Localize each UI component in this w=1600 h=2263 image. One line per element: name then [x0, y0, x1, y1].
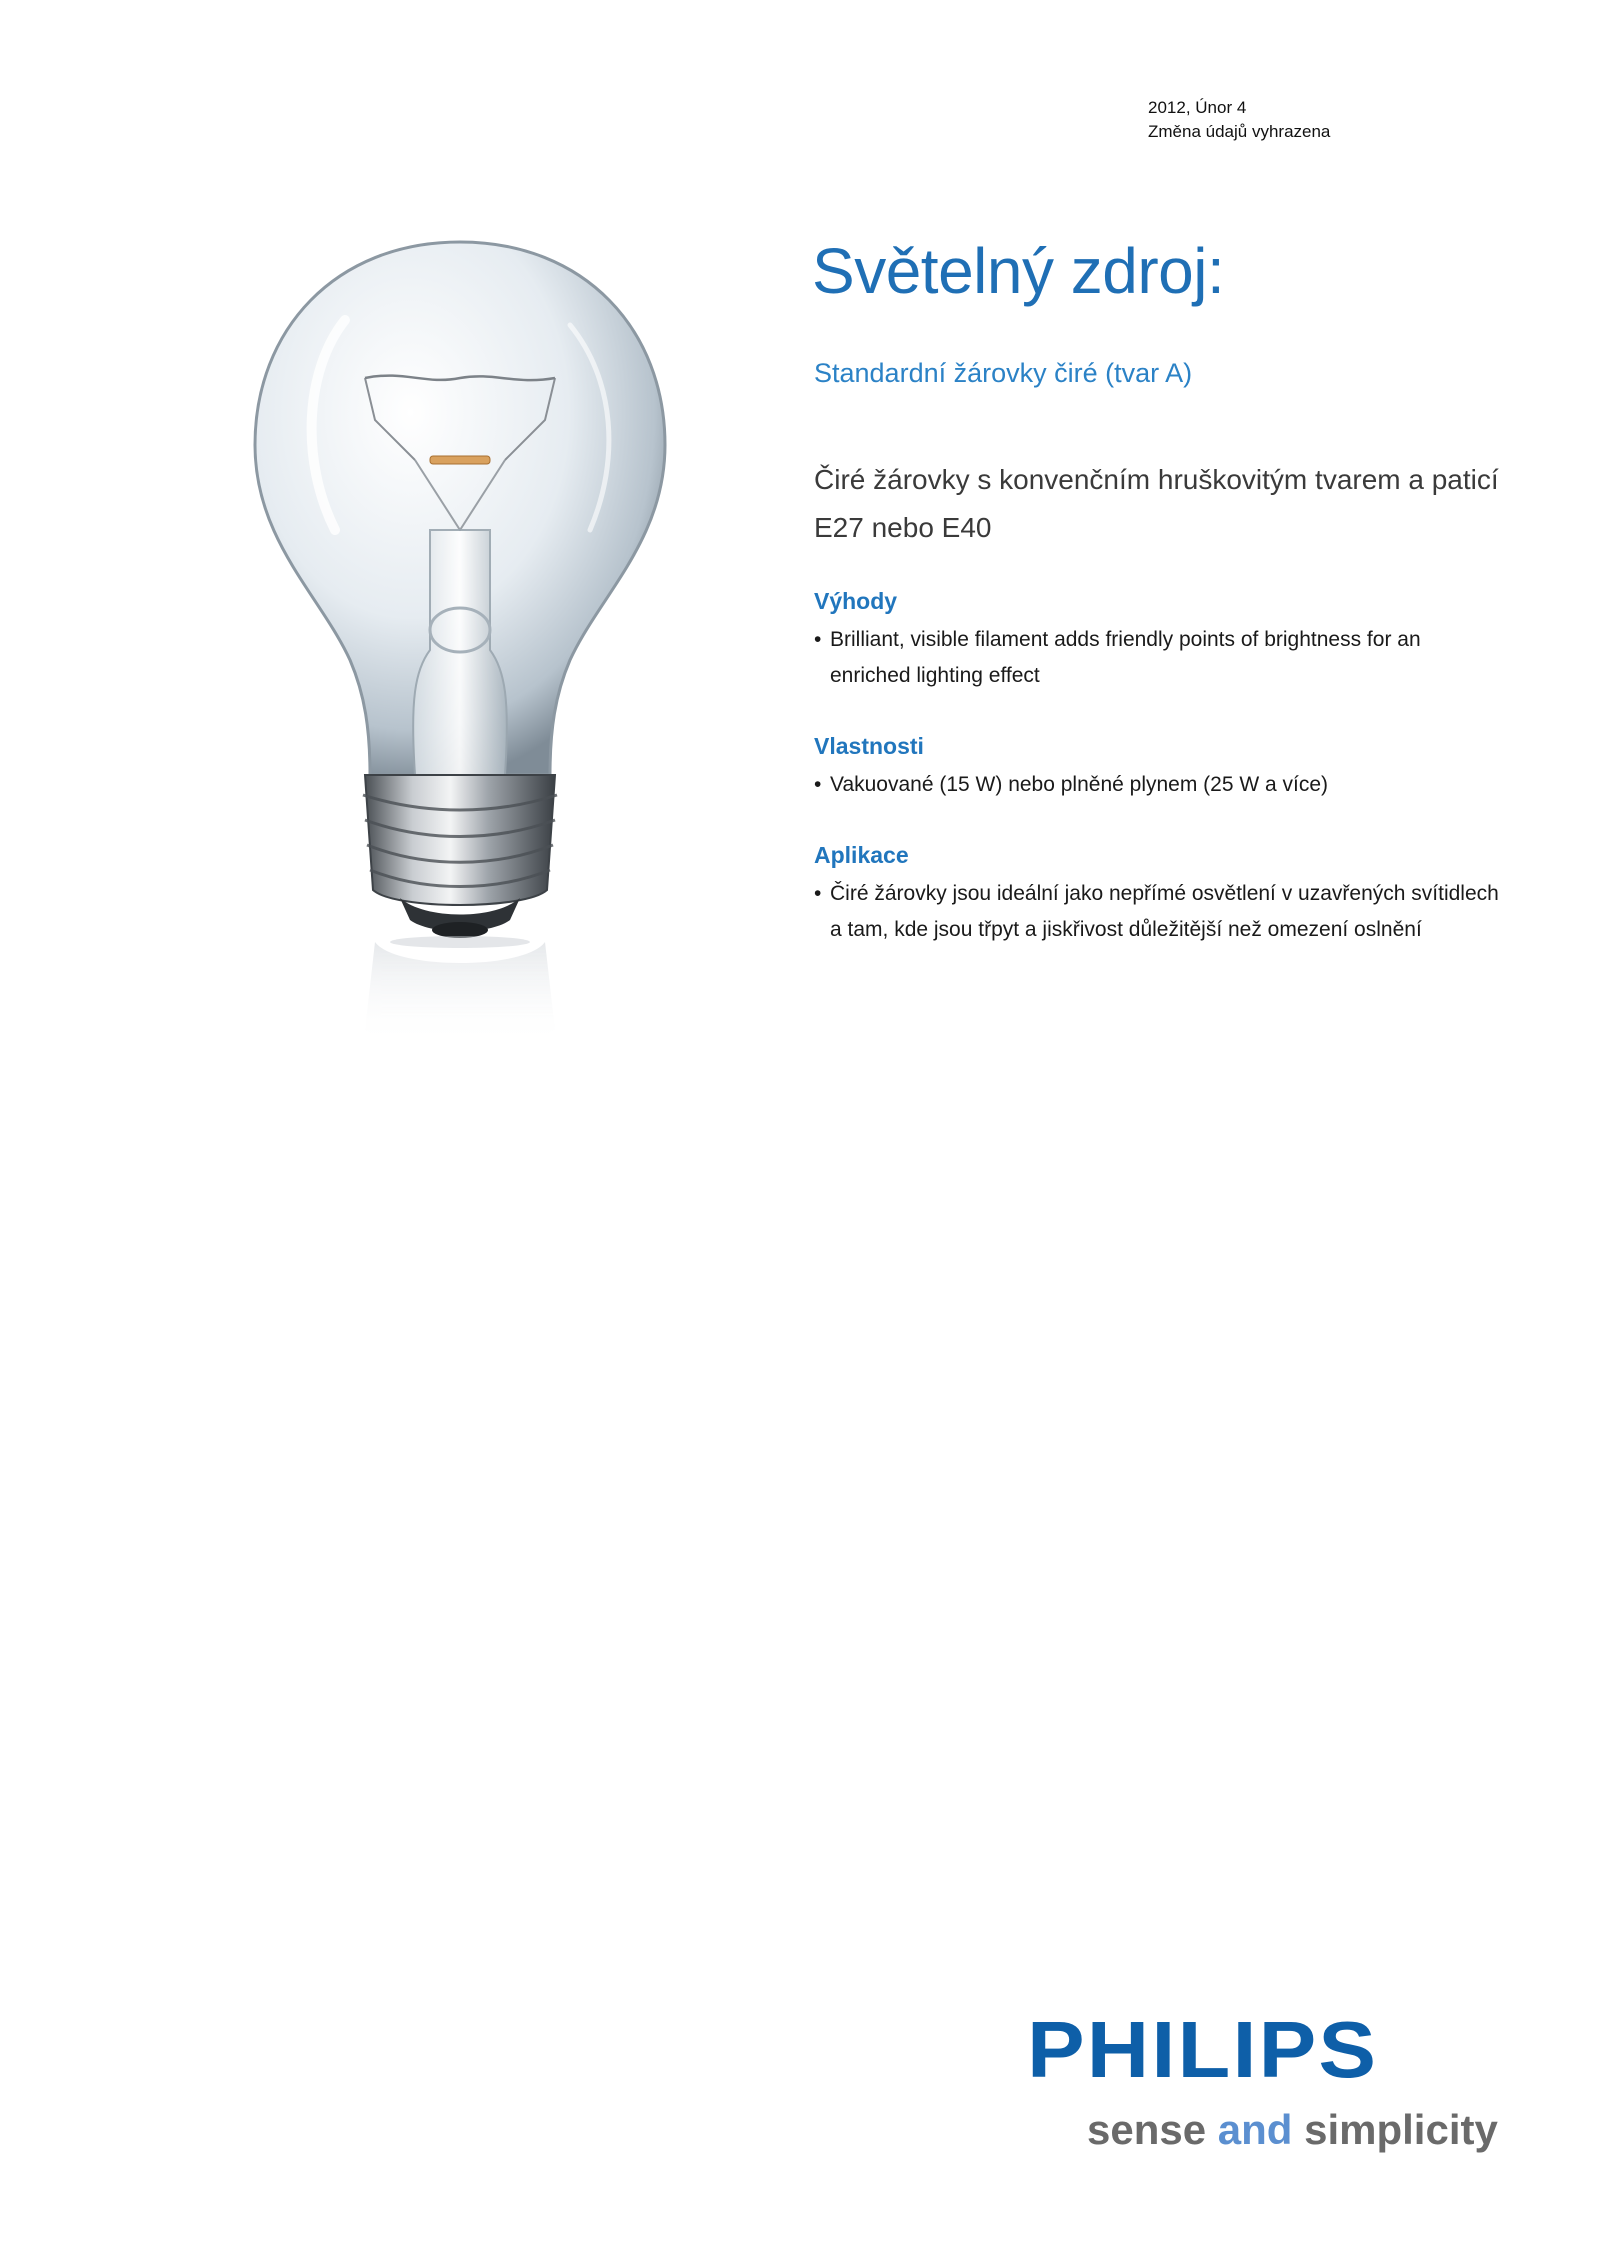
section-benefits: [814, 586, 1504, 694]
list-item: • Vakuované (15 W) nebo plněné plynem (25 W a více): [814, 767, 1504, 803]
section-heading-applications: Aplikace: [814, 842, 909, 868]
tagline-end: simplicity: [1292, 2106, 1498, 2153]
tagline-start: sense: [1087, 2106, 1218, 2153]
tagline-accent: and: [1217, 2106, 1293, 2153]
page-title: Světelný zdroj:: [812, 235, 1225, 307]
document-meta: [1148, 96, 1330, 144]
product-description: Čiré žárovky s konvenčním hruškovitým tvarem a paticí E27 nebo E40: [814, 464, 1499, 543]
document-date: 2012, Únor 4: [1148, 98, 1247, 117]
list-item: • Čiré žárovky jsou ideální jako nepřímé osvětlení v uzavřených svítidlech a tam, kde jsou třpyt a jiskřivost důležitější než omezení oslnění: [814, 876, 1504, 948]
section-features: [814, 731, 1504, 803]
list-item: • Brilliant, visible filament adds friendly points of brightness for an enriched lighting effect: [814, 622, 1504, 694]
brand-wordmark: PHILIPS: [1027, 2005, 1379, 2094]
section-heading-features: Vlastnosti: [814, 733, 924, 759]
section-applications: [814, 840, 1504, 948]
benefits-list: [814, 622, 1504, 694]
philips-logo: [1025, 2005, 1525, 2155]
product-subtitle: Standardní žárovky čiré (tvar A): [814, 358, 1193, 388]
features-list: [814, 767, 1504, 803]
brand-tagline: [1087, 2105, 1525, 2155]
light-bulb-icon: [225, 230, 695, 1060]
change-notice: Změna údajů vyhrazena: [1148, 122, 1331, 141]
section-heading-benefits: Výhody: [814, 588, 898, 614]
applications-list: [814, 876, 1504, 948]
